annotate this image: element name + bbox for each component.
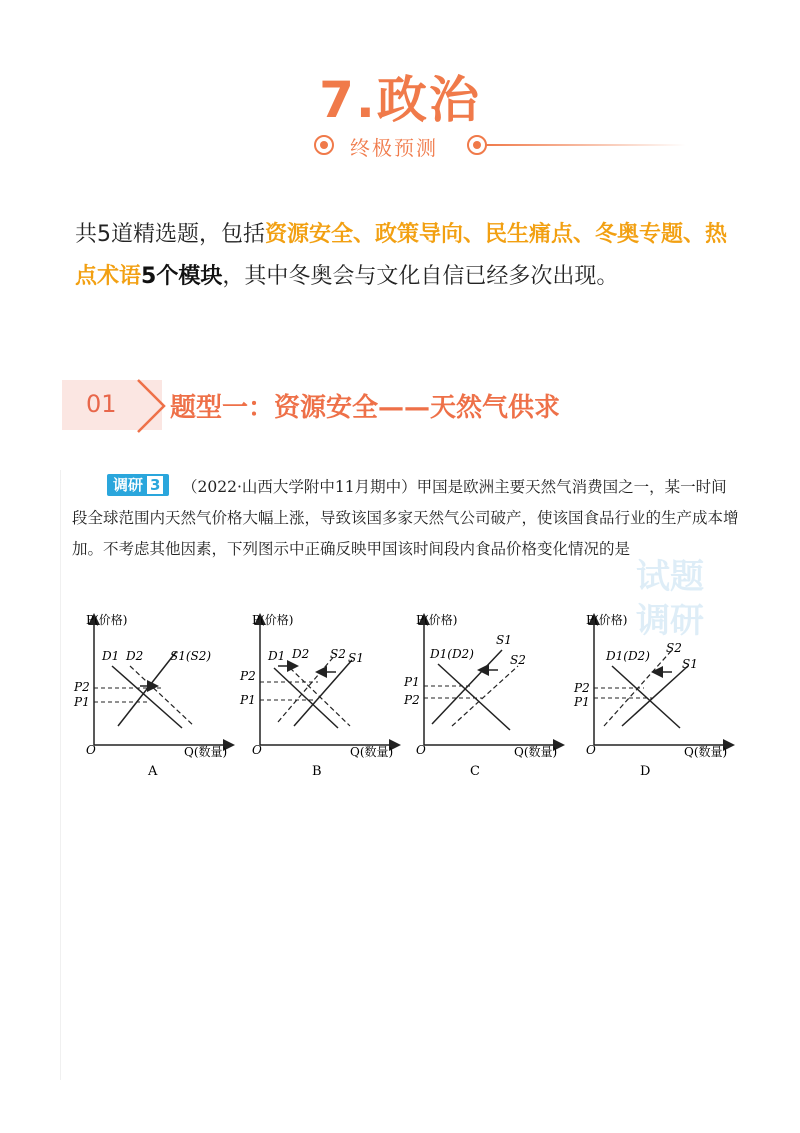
curve-label-d1: D1 bbox=[268, 649, 286, 663]
intro-bold: 5个模块 bbox=[141, 264, 223, 289]
y-axis-label: P(价格) bbox=[416, 613, 458, 627]
badge-number: 3 bbox=[147, 476, 163, 494]
curve-label-d1: D1 bbox=[102, 649, 120, 663]
chart-label: D bbox=[640, 764, 651, 779]
y-axis-label: P(价格) bbox=[586, 613, 628, 627]
intro-text-2: ，其中冬奥会与文化自信已经多次出现。 bbox=[222, 264, 619, 289]
demand-curve-d1 bbox=[274, 668, 338, 728]
origin-label: O bbox=[586, 743, 596, 757]
origin-label: O bbox=[86, 743, 96, 757]
curve-label-s1: S1 bbox=[496, 633, 512, 647]
x-axis-label: Q(数量) bbox=[514, 745, 558, 759]
chart-c bbox=[402, 608, 567, 783]
price-label-p1: P1 bbox=[74, 695, 90, 709]
page-title: 7.政治 bbox=[319, 71, 481, 129]
curve-label-d: D1(D2) bbox=[606, 649, 650, 663]
curve-label-d2: D2 bbox=[126, 649, 144, 663]
chevron-right-icon bbox=[134, 378, 168, 434]
curve-label-s2: S2 bbox=[510, 653, 526, 667]
curve-label-s: S1(S2) bbox=[170, 649, 212, 663]
origin-label: O bbox=[416, 743, 426, 757]
price-label-p2: P2 bbox=[404, 693, 420, 707]
demand-curve-d bbox=[612, 666, 680, 728]
supply-curve-s2 bbox=[452, 666, 518, 726]
price-label-p2: P2 bbox=[240, 669, 256, 683]
y-axis-label: P(价格) bbox=[252, 613, 294, 627]
chart-label: A bbox=[148, 764, 158, 779]
x-axis-label: Q(数量) bbox=[684, 745, 728, 759]
y-axis-label: P(价格) bbox=[86, 613, 128, 627]
subtitle-row bbox=[0, 130, 800, 160]
curve-label-s1: S1 bbox=[348, 651, 364, 665]
chart-label: C bbox=[470, 764, 480, 779]
section-title: 题型一：资源安全——天然气供求 bbox=[170, 393, 561, 423]
demand-curve-d1 bbox=[112, 666, 182, 728]
curve-label-s1: S1 bbox=[682, 657, 698, 671]
question-badge bbox=[107, 474, 169, 496]
section-number: 01 bbox=[86, 390, 117, 418]
price-label-p1: P1 bbox=[574, 695, 590, 709]
chart-label: B bbox=[312, 764, 322, 779]
intro-paragraph bbox=[75, 214, 735, 298]
curve-label-s2: S2 bbox=[666, 641, 682, 655]
price-label-p2: P2 bbox=[74, 680, 90, 694]
supply-curve-s1 bbox=[622, 666, 688, 726]
demand-curve-d2 bbox=[130, 666, 194, 726]
price-label-p2: P2 bbox=[574, 681, 590, 695]
price-label-p1: P1 bbox=[404, 675, 420, 689]
chart-a bbox=[72, 608, 237, 783]
price-label-p1: P1 bbox=[240, 693, 256, 707]
intro-text-1: 共5道精选题，包括 bbox=[75, 222, 265, 247]
curve-label-d: D1(D2) bbox=[430, 647, 474, 661]
watermark-line1: 试题 bbox=[636, 557, 704, 597]
demand-curve-d bbox=[438, 664, 510, 730]
curve-label-d2: D2 bbox=[292, 647, 310, 661]
badge-label: 调研 bbox=[113, 476, 144, 494]
x-axis-label: Q(数量) bbox=[184, 745, 228, 759]
chart-d bbox=[572, 608, 737, 783]
watermark-line2: 调研 bbox=[636, 601, 704, 641]
subtitle: 终极预测 bbox=[350, 136, 438, 160]
x-axis-label: Q(数量) bbox=[350, 745, 394, 759]
curve-label-s2: S2 bbox=[330, 647, 346, 661]
question-text: （2022·山西大学附中11月期中）甲国是欧洲主要天然气消费国之一，某一时间段全球范围内天然气价格大幅上涨，导致该国多家天然气公司破产，使该国食品行业的生产成本增加。不考虑其他因素，下列图示中正确反映甲国该时间段内食品价格变化情况的是 bbox=[72, 478, 739, 558]
chart-b bbox=[238, 608, 403, 783]
intro-highlight: 资源安全、政策导向、民生痛点、冬奥专题、热点术语 bbox=[75, 222, 728, 289]
origin-label: O bbox=[252, 743, 262, 757]
